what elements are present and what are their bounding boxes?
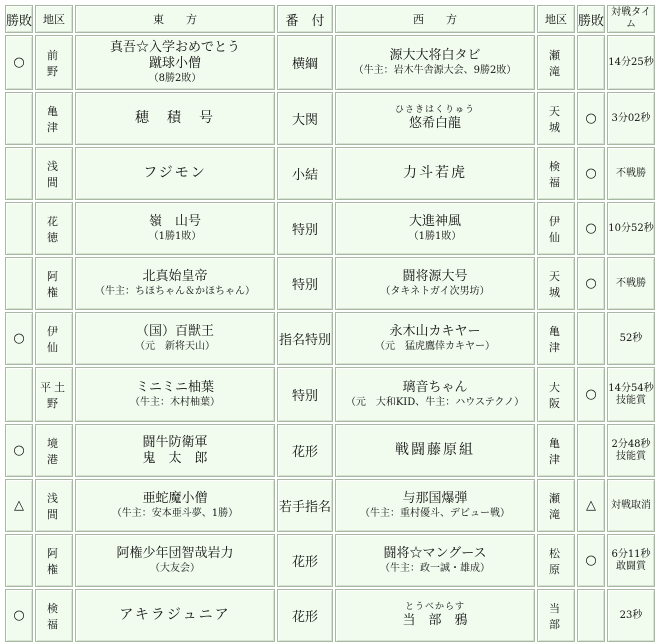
east-area-cell: [35, 367, 73, 422]
west-note: （牛主：重村優斗、デビュー戦）: [360, 508, 510, 519]
west-area: 大 阪: [549, 380, 577, 410]
time-cell: [607, 589, 655, 642]
west-result-mark: ○: [585, 166, 597, 181]
east-result-cell: [5, 35, 33, 90]
time-cell: [607, 35, 655, 90]
east-name: フジモン: [143, 165, 207, 181]
west-result-cell: [577, 257, 605, 310]
east-note: （牛主：木村柚葉）: [130, 397, 220, 408]
east-area: 亀 津: [47, 104, 75, 134]
time-cell: [607, 312, 655, 365]
rank: 花形: [291, 445, 318, 460]
east-area-cell: [35, 312, 73, 365]
rank-cell: [277, 479, 333, 532]
west-name: 力斗若虎: [403, 165, 467, 181]
west-note: （元 猛虎鷹倖カキヤー）: [375, 341, 495, 352]
west-name: 永木山カキヤー: [389, 324, 481, 339]
east-area-cell: [35, 35, 73, 90]
time-cell: [607, 147, 655, 200]
header-rank: 番 付: [277, 5, 333, 33]
west-result-mark: ○: [585, 276, 597, 291]
east-name-second-line: 蹴球小僧: [148, 56, 201, 71]
west-note: （牛主：岩木牛舎源大会、9勝2敗）: [353, 65, 517, 76]
time-cell: [607, 202, 655, 255]
rank: 花形: [291, 610, 318, 625]
east-area: 伊 仙: [47, 324, 75, 354]
east-note: （牛主：ちほちゃん＆かほちゃん）: [95, 286, 255, 297]
west-name: 悠希白龍: [408, 116, 461, 131]
west-name: 闘将源大号: [402, 269, 468, 284]
east-name-second-line: 鬼 太 郎: [142, 450, 208, 466]
east-note: （1勝1敗）: [148, 231, 202, 242]
east-result-cell: [5, 257, 33, 310]
west-result-mark: △: [586, 498, 596, 513]
east-name: ミニミニ柚葉: [135, 380, 214, 395]
east-area-cell: [35, 92, 73, 145]
east-contestant-cell: [75, 589, 275, 642]
west-contestant-cell: [335, 479, 535, 532]
west-contestant-cell: [335, 92, 535, 145]
west-name: 戦闘藤原組: [395, 442, 475, 458]
west-area: 亀 津: [549, 436, 577, 466]
rank: 特別: [291, 278, 318, 293]
bout-row: [5, 257, 655, 310]
bout-row: [5, 312, 655, 365]
rank: 大関: [291, 113, 318, 128]
west-name: 源大大将白タビ: [389, 48, 481, 63]
east-contestant-cell: [75, 424, 275, 477]
west-name: 当 部 鴉: [402, 613, 468, 628]
rank-cell: [277, 424, 333, 477]
west-result-mark: ○: [585, 387, 597, 402]
west-area: 瀬 滝: [549, 48, 577, 78]
east-result-cell: [5, 312, 33, 365]
west-name: 与那国爆弾: [402, 491, 468, 506]
west-area-cell: [537, 35, 575, 90]
west-result-cell: [577, 424, 605, 477]
east-contestant-cell: [75, 312, 275, 365]
east-area-cell: [35, 534, 73, 587]
bout-time: 3分02秒: [611, 112, 651, 124]
west-name: 闘将☆マングース: [383, 546, 487, 561]
east-result-mark: ○: [13, 443, 25, 458]
east-contestant-cell: [75, 147, 275, 200]
west-note: （牛主：政一誠・雄成）: [380, 563, 490, 574]
header-area-east: 地区: [35, 5, 73, 33]
rank-cell: [277, 367, 333, 422]
bout-time: 不戦勝: [616, 277, 646, 289]
west-area-cell: [537, 534, 575, 587]
header-result-west: 勝敗: [577, 5, 605, 33]
rank: 特別: [291, 389, 318, 404]
east-name: 阿権少年団智哉岩力: [116, 546, 234, 561]
east-result-cell: [5, 534, 33, 587]
time-cell: [607, 534, 655, 587]
west-contestant-cell: [335, 312, 535, 365]
west-result-cell: [577, 589, 605, 642]
west-area: 天 城: [549, 269, 577, 299]
east-area-cell: [35, 424, 73, 477]
west-area-cell: [537, 202, 575, 255]
rank-cell: [277, 35, 333, 90]
bout-time: 不戦勝: [616, 167, 646, 179]
east-result-cell: [5, 92, 33, 145]
rank-cell: [277, 202, 333, 255]
east-note: （元 新将天山）: [135, 341, 215, 352]
east-name: （国）百獣王: [135, 324, 214, 339]
time-cell: [607, 92, 655, 145]
east-note: （牛主：安本亜斗夢、1勝）: [111, 508, 239, 519]
west-name: 璃音ちゃん: [402, 380, 468, 395]
west-area: 伊 仙: [549, 214, 577, 244]
west-area-cell: [537, 257, 575, 310]
west-area-cell: [537, 367, 575, 422]
east-name: アキラジュニア: [119, 607, 231, 623]
west-area: 松 原: [549, 546, 577, 576]
time-cell: [607, 257, 655, 310]
bout-time: 6分11秒: [611, 548, 651, 560]
east-result-mark: ○: [13, 331, 25, 346]
east-contestant-cell: [75, 479, 275, 532]
east-result-cell: [5, 367, 33, 422]
time-cell: [607, 479, 655, 532]
east-name: 北真始皇帝: [142, 269, 208, 284]
east-contestant-cell: [75, 534, 275, 587]
west-note: （元 大和KID、牛主：ハウステクノ）: [345, 397, 525, 408]
west-result-cell: [577, 367, 605, 422]
east-name: 穂 積 号: [135, 110, 215, 126]
west-contestant-cell: [335, 35, 535, 90]
west-area-cell: [537, 312, 575, 365]
west-contestant-cell: [335, 202, 535, 255]
west-result-cell: [577, 479, 605, 532]
rank-cell: [277, 312, 333, 365]
west-result-cell: [577, 202, 605, 255]
east-area: 境 港: [47, 436, 75, 466]
east-area: 花 徳: [47, 214, 75, 244]
east-note: （大友会）: [150, 563, 200, 574]
east-result-mark: ○: [13, 55, 25, 70]
bout-row: [5, 424, 655, 477]
header-row: [5, 5, 655, 33]
east-area-cell: [35, 202, 73, 255]
east-area: 阿 権: [47, 546, 75, 576]
rank-cell: [277, 257, 333, 310]
bout-time: 52秒: [619, 332, 643, 344]
bout-row: [5, 534, 655, 587]
rank-cell: [277, 147, 333, 200]
west-area: 亀 津: [549, 324, 577, 354]
east-result-cell: [5, 424, 33, 477]
east-result-cell: [5, 147, 33, 200]
bout-results-table: [3, 3, 657, 644]
west-result-cell: [577, 147, 605, 200]
west-contestant-cell: [335, 589, 535, 642]
east-area: 浅 間: [47, 159, 75, 189]
east-area: 浅 間: [47, 491, 75, 521]
bout-row: [5, 479, 655, 532]
west-note: （1勝1敗）: [408, 231, 462, 242]
rank: 指名特別: [278, 333, 331, 348]
east-name: 真吾☆入学おめでとう: [109, 40, 240, 55]
header-west: 西 方: [335, 5, 535, 33]
east-result-cell: [5, 589, 33, 642]
west-area: 天 城: [549, 104, 577, 134]
time-cell: [607, 367, 655, 422]
east-note: （8勝2敗）: [148, 73, 202, 84]
bout-time: 23秒: [619, 609, 643, 621]
east-contestant-cell: [75, 202, 275, 255]
west-area-cell: [537, 424, 575, 477]
west-contestant-cell: [335, 257, 535, 310]
east-result-cell: [5, 202, 33, 255]
header-result-east: 勝敗: [5, 5, 33, 33]
rank: 横綱: [291, 57, 318, 72]
west-result-cell: [577, 312, 605, 365]
east-area: 検 福: [47, 601, 75, 631]
bout-row: [5, 35, 655, 90]
rank: 花形: [291, 555, 318, 570]
east-contestant-cell: [75, 35, 275, 90]
rank-cell: [277, 589, 333, 642]
rank: 若手指名: [278, 500, 331, 515]
west-note: （タキネトガイ次男坊）: [380, 286, 490, 297]
rank-cell: [277, 92, 333, 145]
east-area-cell: [35, 589, 73, 642]
west-area-cell: [537, 479, 575, 532]
east-name: 嶺 山号: [148, 214, 201, 229]
east-area-cell: [35, 147, 73, 200]
west-area-cell: [537, 589, 575, 642]
award: 技能賞: [616, 394, 646, 406]
rank: 小結: [291, 168, 318, 183]
west-contestant-cell: [335, 534, 535, 587]
bout-time: 対戦取消: [611, 499, 651, 511]
west-name-ruby: ひさきはくりゅう: [394, 105, 475, 115]
west-contestant-cell: [335, 147, 535, 200]
west-result-mark: ○: [585, 221, 597, 236]
east-area-cell: [35, 257, 73, 310]
bout-time: 14分25秒: [608, 56, 654, 68]
bout-time: 10分52秒: [608, 222, 654, 234]
west-name: 大進神風: [408, 214, 461, 229]
west-area: 瀬 滝: [549, 491, 577, 521]
rank: 特別: [291, 223, 318, 238]
west-area-cell: [537, 147, 575, 200]
bout-time: 14分54秒: [608, 382, 654, 394]
east-result-cell: [5, 479, 33, 532]
bout-row: [5, 92, 655, 145]
west-area: 当 部: [549, 601, 577, 631]
west-result-cell: [577, 534, 605, 587]
header-time: 対戦タイム: [607, 5, 655, 33]
east-contestant-cell: [75, 92, 275, 145]
west-result-cell: [577, 35, 605, 90]
bout-time: 2分48秒: [611, 438, 651, 450]
east-result-mark: △: [14, 498, 24, 513]
bout-row: [5, 367, 655, 422]
east-area: 前 野: [47, 48, 75, 78]
west-name-ruby: とうべからす: [404, 602, 465, 612]
bout-row: [5, 202, 655, 255]
award: 敢闘賞: [616, 560, 646, 572]
east-result-mark: ○: [13, 608, 25, 623]
west-area: 検 福: [549, 159, 577, 189]
header-area-west: 地区: [537, 5, 575, 33]
east-name: 闘牛防衛軍: [142, 434, 208, 450]
rank-cell: [277, 534, 333, 587]
bout-row: [5, 589, 655, 642]
west-result-mark: ○: [585, 553, 597, 568]
east-contestant-cell: [75, 367, 275, 422]
west-area-cell: [537, 92, 575, 145]
east-contestant-cell: [75, 257, 275, 310]
bout-row: [5, 147, 655, 200]
award: 技能賞: [616, 450, 646, 462]
time-cell: [607, 424, 655, 477]
west-contestant-cell: [335, 367, 535, 422]
west-result-cell: [577, 92, 605, 145]
west-result-mark: ○: [585, 111, 597, 126]
east-area-cell: [35, 479, 73, 532]
east-area: 阿 権: [47, 269, 75, 299]
header-east: 東 方: [75, 5, 275, 33]
east-area: 平土野: [40, 380, 68, 410]
west-contestant-cell: [335, 424, 535, 477]
east-name: 亜蛇魔小僧: [142, 491, 208, 506]
